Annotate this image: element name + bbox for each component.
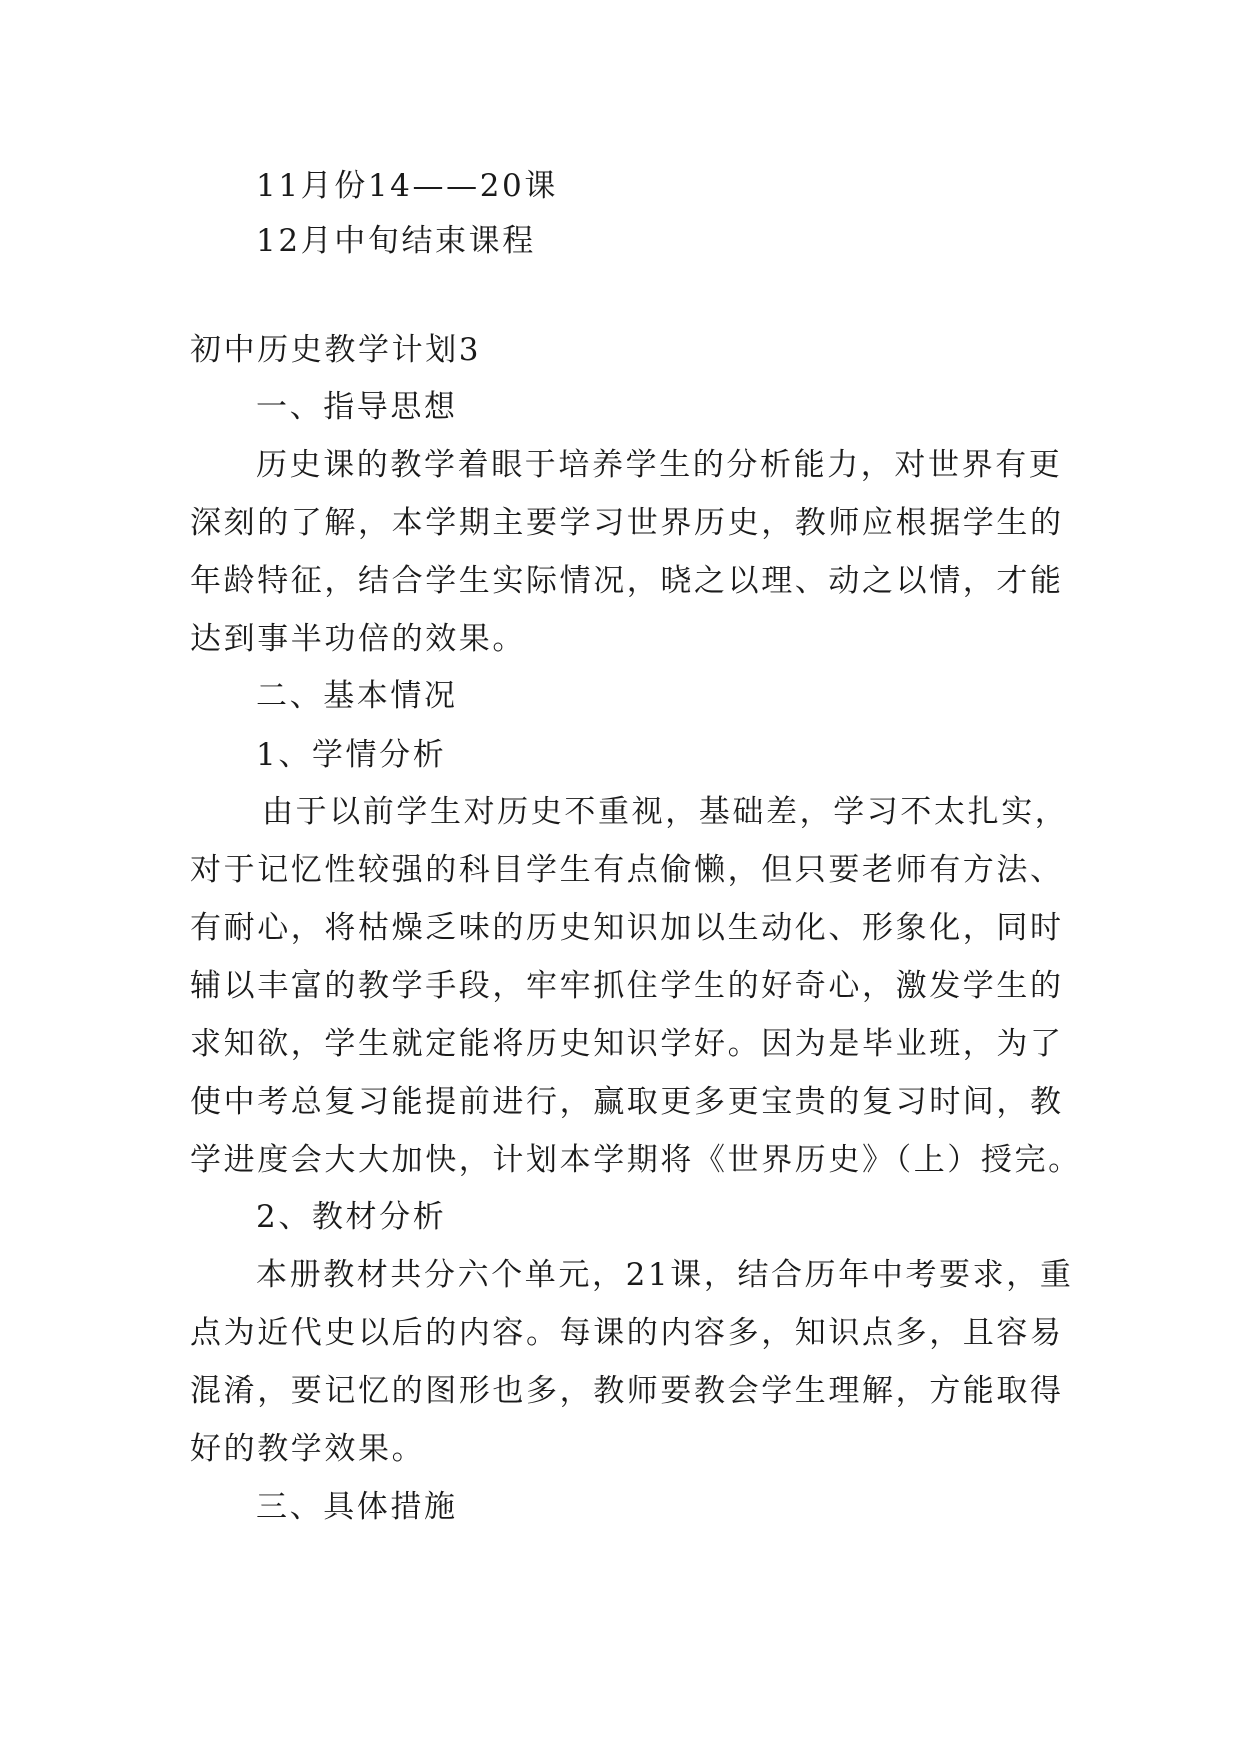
- paragraph-line: 年龄特征，结合学生实际情况，晓之以理、动之以情，才能: [190, 563, 1064, 599]
- paragraph-line: 使中考总复习能提前进行，赢取更多更宝贵的复习时间，教: [190, 1084, 1064, 1120]
- paragraph-line: 由于以前学生对历史不重视，基础差，学习不太扎实，: [262, 794, 1069, 830]
- paragraph-line: 点为近代史以后的内容。每课的内容多，知识点多，且容易: [190, 1315, 1064, 1351]
- paragraph-line: 学进度会大大加快，计划本学期将《世界历史》（上）授完。: [190, 1142, 1082, 1178]
- paragraph-line: 深刻的了解，本学期主要学习世界历史，教师应根据学生的: [190, 505, 1064, 541]
- schedule-line-november: 11月份14——20课: [256, 168, 558, 204]
- subheading-textbook-analysis: 2、教材分析: [256, 1199, 447, 1235]
- paragraph-line: 历史课的教学着眼于培养学生的分析能力，对世界有更: [256, 447, 1063, 483]
- paragraph-line: 对于记忆性较强的科目学生有点偷懒，但只要老师有方法、: [190, 852, 1064, 888]
- paragraph-line: 混淆，要记忆的图形也多，教师要教会学生理解，方能取得: [190, 1373, 1064, 1409]
- paragraph-line: 有耐心，将枯燥乏味的历史知识加以生动化、形象化，同时: [190, 910, 1064, 946]
- schedule-line-december: 12月中旬结束课程: [256, 223, 536, 259]
- paragraph-line: 辅以丰富的教学手段，牢牢抓住学生的好奇心，激发学生的: [190, 968, 1064, 1004]
- heading-guiding-ideology: 一、指导思想: [256, 389, 458, 425]
- paragraph-line: 本册教材共分六个单元，21课，结合历年中考要求，重: [256, 1257, 1074, 1293]
- paragraph-line: 达到事半功倍的效果。: [190, 621, 526, 657]
- paragraph-line: 好的教学效果。: [190, 1431, 426, 1467]
- subheading-student-analysis: 1、学情分析: [256, 737, 447, 773]
- section-title: 初中历史教学计划3: [190, 332, 482, 368]
- heading-specific-measures: 三、具体措施: [256, 1489, 458, 1525]
- paragraph-line: 求知欲，学生就定能将历史知识学好。因为是毕业班，为了: [190, 1026, 1064, 1062]
- heading-basic-situation: 二、基本情况: [256, 678, 458, 714]
